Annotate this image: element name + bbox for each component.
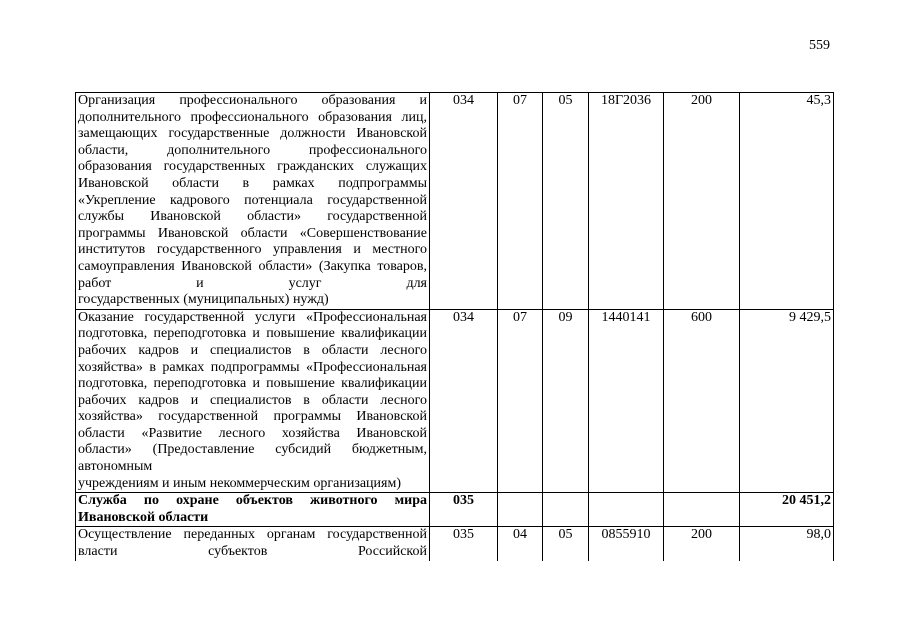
budget-table	[75, 92, 834, 561]
table-row	[76, 309, 834, 493]
row-description: Оказание государственной услуги «Профессиональная подготовка, переподготовка и повышение квалификации рабочих кадров и специалистов в области лесного хозяйства» в рамках подпрограммы «Профессиональная подготовка, переподготовка и повышение квалификации рабочих кадров и специалистов в области лесного хозяйства» государственной программы Ивановской области «Развитие лесного хозяйства Ивановской области» (Предоставление субсидий бюджетным, автономным учреждениям и иным некоммерческим организациям)	[76, 309, 430, 493]
expense-type-code: 200	[664, 527, 740, 561]
subsection-code: 09	[543, 309, 589, 493]
target-article-code: 1440141	[589, 309, 664, 493]
expense-type-code: 200	[664, 93, 740, 310]
amount: 9 429,5	[740, 309, 834, 493]
table-row	[76, 527, 834, 561]
ministry-code: 034	[430, 309, 498, 493]
subsection-code: 05	[543, 527, 589, 561]
ministry-code: 034	[430, 93, 498, 310]
table-row	[76, 93, 834, 310]
target-article-code: 18Г2036	[589, 93, 664, 310]
table-row	[76, 493, 834, 527]
ministry-code: 035	[430, 527, 498, 561]
section-code: 07	[498, 93, 543, 310]
section-code	[498, 493, 543, 527]
amount: 45,3	[740, 93, 834, 310]
amount: 98,0	[740, 527, 834, 561]
expense-type-code	[664, 493, 740, 527]
row-description: Служба по охране объектов животного мира Ивановской области	[76, 493, 430, 527]
target-article-code: 0855910	[589, 527, 664, 561]
row-description: Осуществление переданных органам государственной власти субъектов Российской	[76, 527, 430, 561]
expense-type-code: 600	[664, 309, 740, 493]
subsection-code	[543, 493, 589, 527]
section-code: 07	[498, 309, 543, 493]
target-article-code	[589, 493, 664, 527]
page-number: 559	[809, 38, 830, 53]
subsection-code: 05	[543, 93, 589, 310]
amount: 20 451,2	[740, 493, 834, 527]
row-description: Организация профессионального образования и дополнительного профессионального образования лиц, замещающих государственные должности Ивановской области, дополнительного профессионального образования государственных гражданских служащих Ивановской области в рамках подпрограммы «Укрепление кадрового потенциала государственной службы Ивановской области» государственной программы Ивановской области «Совершенствование институтов государственного управления и местного самоуправления Ивановской области» (Закупка товаров, работ и услуг для государственных (муниципальных) нужд)	[76, 93, 430, 310]
ministry-code: 035	[430, 493, 498, 527]
section-code: 04	[498, 527, 543, 561]
